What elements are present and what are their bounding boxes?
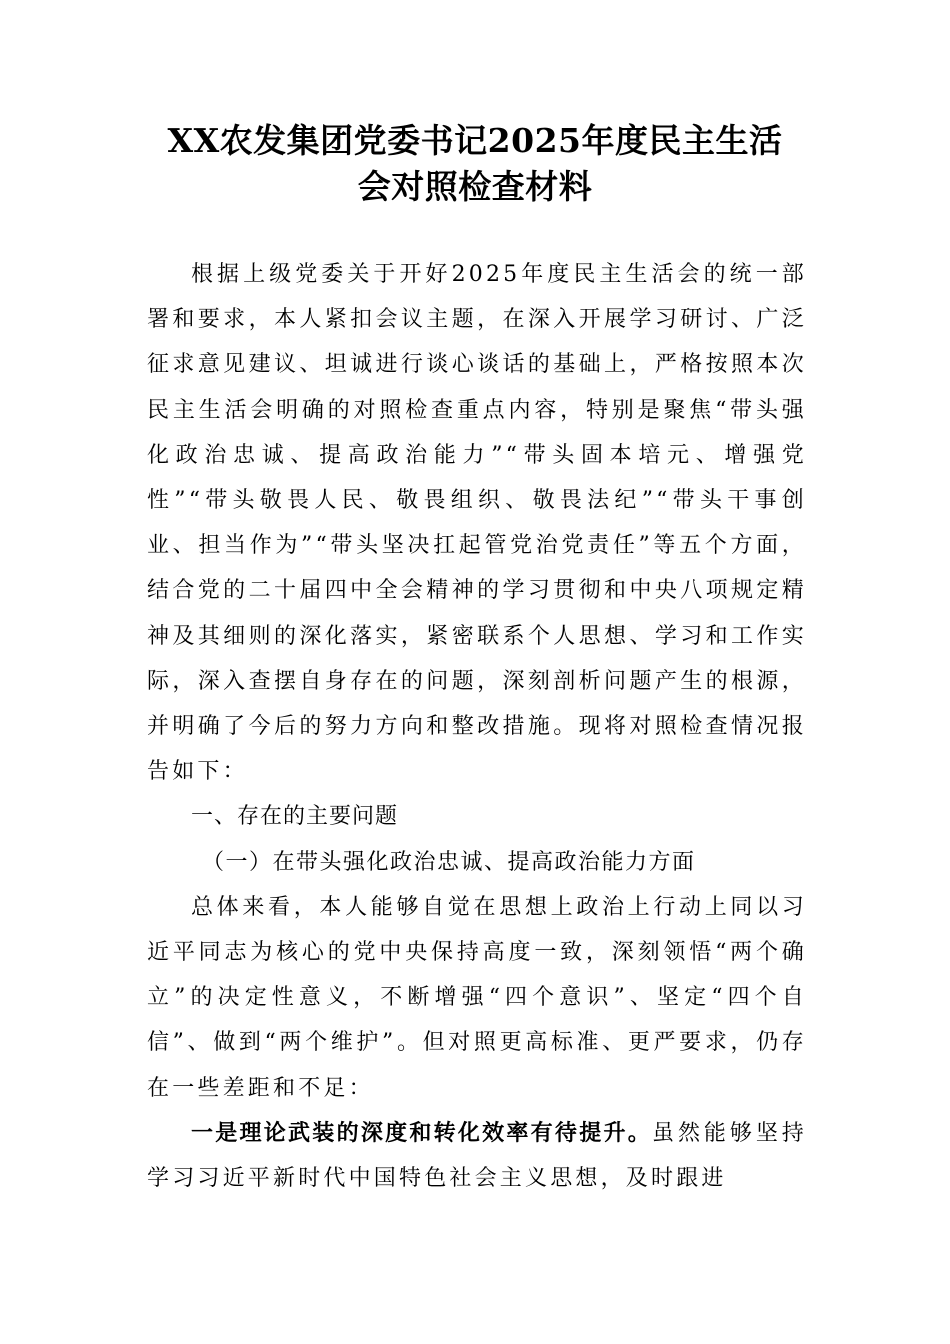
title-line-2: 会对照检查材料 — [357, 167, 593, 206]
intro-paragraph: 根据上级党委关于开好2025年度民主生活会的统一部署和要求，本人紧扣会议主题，在深入开展学习研讨、广泛征求意见建议、坦诚进行谈心谈话的基础上，严格按照本次民主生活会明确的对照检查重点内容，特别是聚焦“带头强化政治忠诚、提高政治能力”“带头固本培元、增强党性”“带头敬畏人民、敬畏组织、敬畏法纪”“带头干事创业、担当作为”“带头坚决扛起管党治党责任”等五个方面，结合党的二十届四中全会精神的学习贯彻和中央八项规定精神及其细则的深化落实，紧密联系个人思想、学习和工作实际，深入查摆自身存在的问题，深刻剖析问题产生的根源，并明确了今后的努力方向和整改措施。现将对照检查情况报告如下： — [147, 262, 807, 785]
subsection-heading-political-loyalty: （一）在带头强化政治忠诚、提高政治能力方面 — [202, 849, 696, 875]
document-title — [100, 118, 850, 210]
document-body — [147, 252, 807, 1201]
point-paragraph-1 — [147, 1111, 807, 1201]
point-1-text: 虽然能够坚持学习习近平新时代中国特色社会主义思想，及时跟进 — [147, 1120, 807, 1192]
subsection-paragraph: 总体来看，本人能够自觉在思想上政治上行动上同以习近平同志为核心的党中央保持高度一致，深刻领悟“两个确立”的决定性意义，不断增强“四个意识”、坚定“四个自信”、做到“两个维护”。但对照更高标准、更严要求，仍存在一些差距和不足： — [147, 894, 807, 1101]
title-line-1: XX农发集团党委书记2025年度民主生活 — [167, 121, 783, 160]
point-1-lead: 一是理论武装的深度和转化效率有待提升。 — [191, 1120, 652, 1146]
section-heading-problems: 一、存在的主要问题 — [191, 804, 399, 830]
